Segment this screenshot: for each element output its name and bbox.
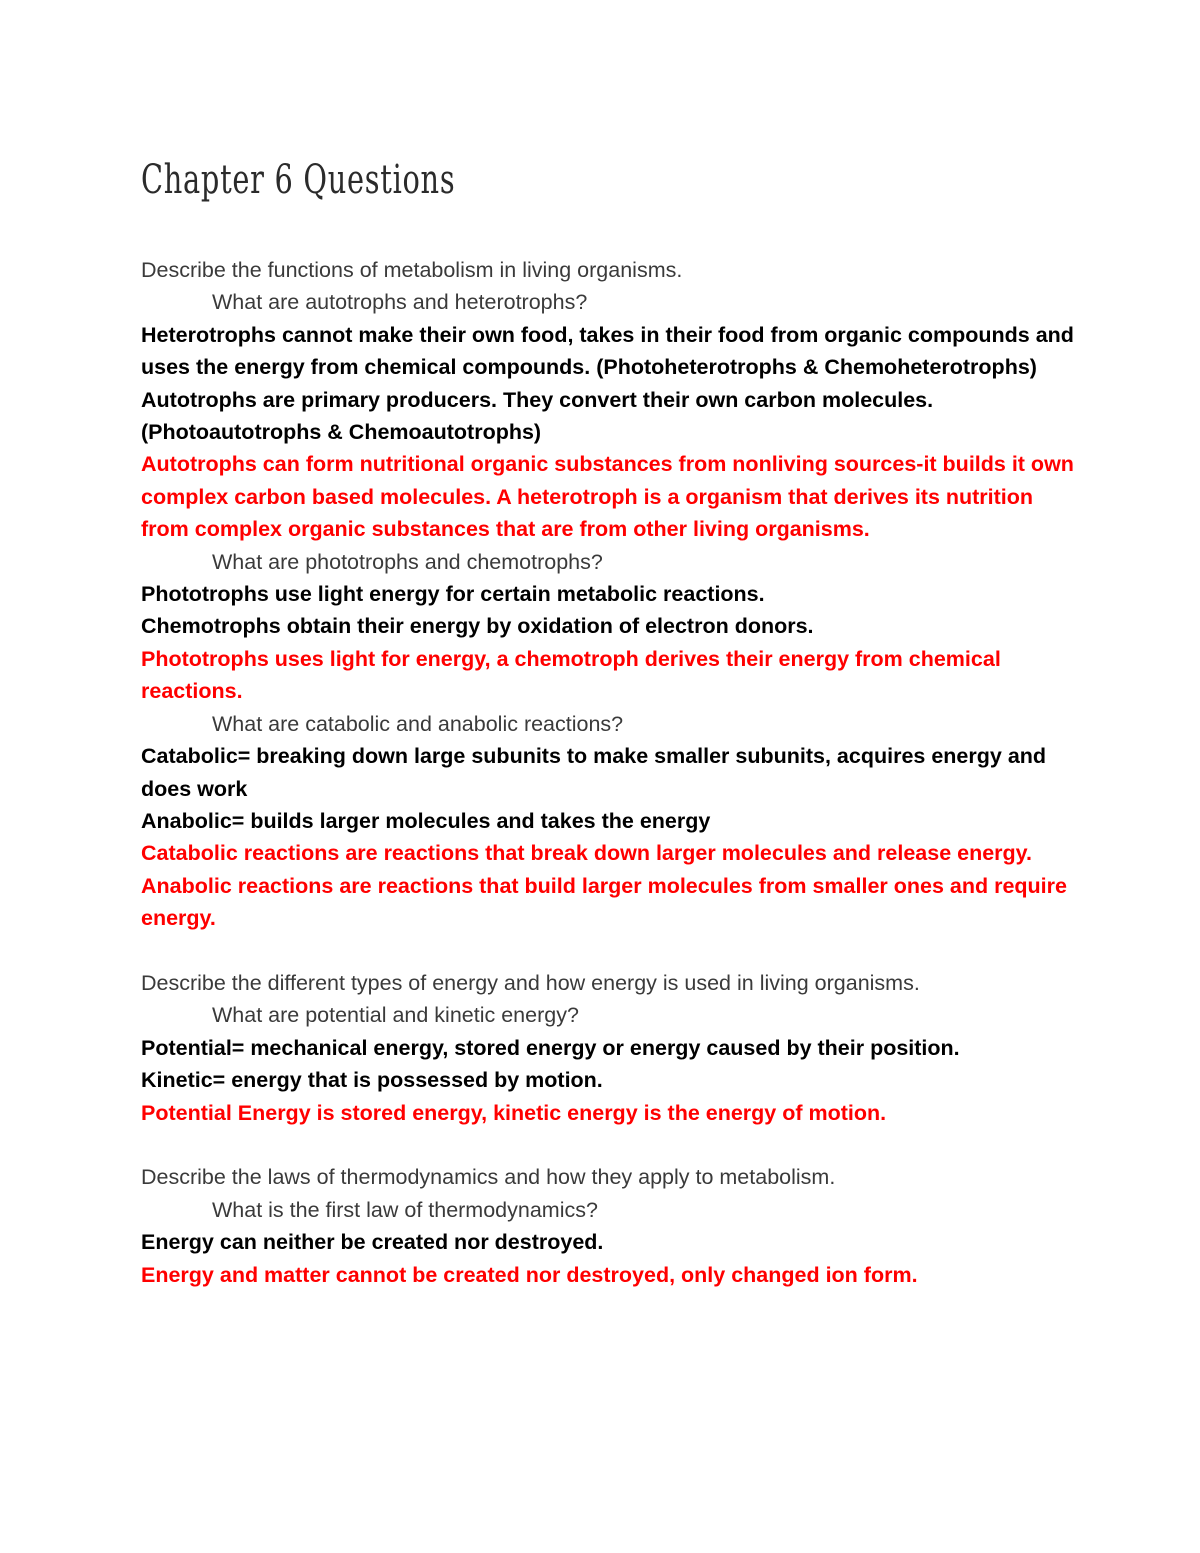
paragraph-spacer: [141, 1129, 1081, 1161]
question-text: What is the first law of thermodynamics?: [212, 1197, 598, 1222]
question-block: [141, 999, 1081, 1129]
question-block: [141, 1194, 1081, 1291]
section-prompt: Describe the functions of metabolism in living organisms.: [141, 258, 683, 282]
student-answer: Anabolic= builds larger molecules and takes the energy: [141, 808, 711, 833]
question-text: What are autotrophs and heterotrophs?: [212, 290, 588, 315]
student-answer: Potential= mechanical energy, stored energy or energy caused by their position.: [141, 1035, 960, 1060]
question-block: [141, 546, 1081, 708]
answer-key: Catabolic reactions are reactions that break down larger molecules and release energy. Anabolic reactions are reactions that build larger molecules from smaller ones and require energy.: [141, 841, 1067, 931]
student-answer: Heterotrophs cannot make their own food, takes in their food from organic compounds and uses the energy from chemical compounds. (Photoheterotrophs & Chemoheterotrophs): [141, 322, 1074, 380]
answer-key: Potential Energy is stored energy, kinetic energy is the energy of motion.: [141, 1100, 887, 1125]
question-block: [141, 708, 1081, 935]
paragraph-spacer: [141, 935, 1081, 967]
answer-key: Energy and matter cannot be created nor destroyed, only changed ion form.: [141, 1262, 918, 1287]
student-answer: Chemotrophs obtain their energy by oxidation of electron donors.: [141, 614, 814, 639]
document-body: [141, 254, 1081, 1291]
answer-key: Phototrophs uses light for energy, a chemotroph derives their energy from chemical reactions.: [141, 646, 1001, 704]
question-text: What are phototrophs and chemotrophs?: [212, 549, 603, 574]
section-prompt: Describe the laws of thermodynamics and how they apply to metabolism.: [141, 1165, 836, 1190]
student-answer: Energy can neither be created nor destroyed.: [141, 1230, 604, 1255]
section-prompt: Describe the different types of energy and how energy is used in living organisms.: [141, 970, 920, 995]
student-answer: Kinetic= energy that is possessed by motion.: [141, 1068, 603, 1093]
question-text: What are catabolic and anabolic reactions?: [212, 711, 624, 736]
student-answer: Phototrophs use light energy for certain metabolic reactions.: [141, 582, 765, 607]
answer-key: Autotrophs can form nutritional organic substances from nonliving sources-it builds it own complex carbon based molecules. A heterotroph is a organism that derives its nutrition from complex organic substances that are from other living organisms.: [141, 452, 1074, 542]
student-answer: Catabolic= breaking down large subunits to make smaller subunits, acquires energy and does work: [141, 744, 1047, 801]
section-energy-types: [141, 967, 1081, 1129]
section-metabolism: [141, 254, 1081, 935]
question-text: What are potential and kinetic energy?: [212, 1003, 579, 1028]
section-thermodynamics: [141, 1161, 1081, 1291]
student-answer: Autotrophs are primary producers. They convert their own carbon molecules. (Photoautotrophs & Chemoautotrophs): [141, 387, 934, 445]
question-block: [141, 286, 1081, 545]
page-title: Chapter 6 Questions: [141, 157, 456, 203]
